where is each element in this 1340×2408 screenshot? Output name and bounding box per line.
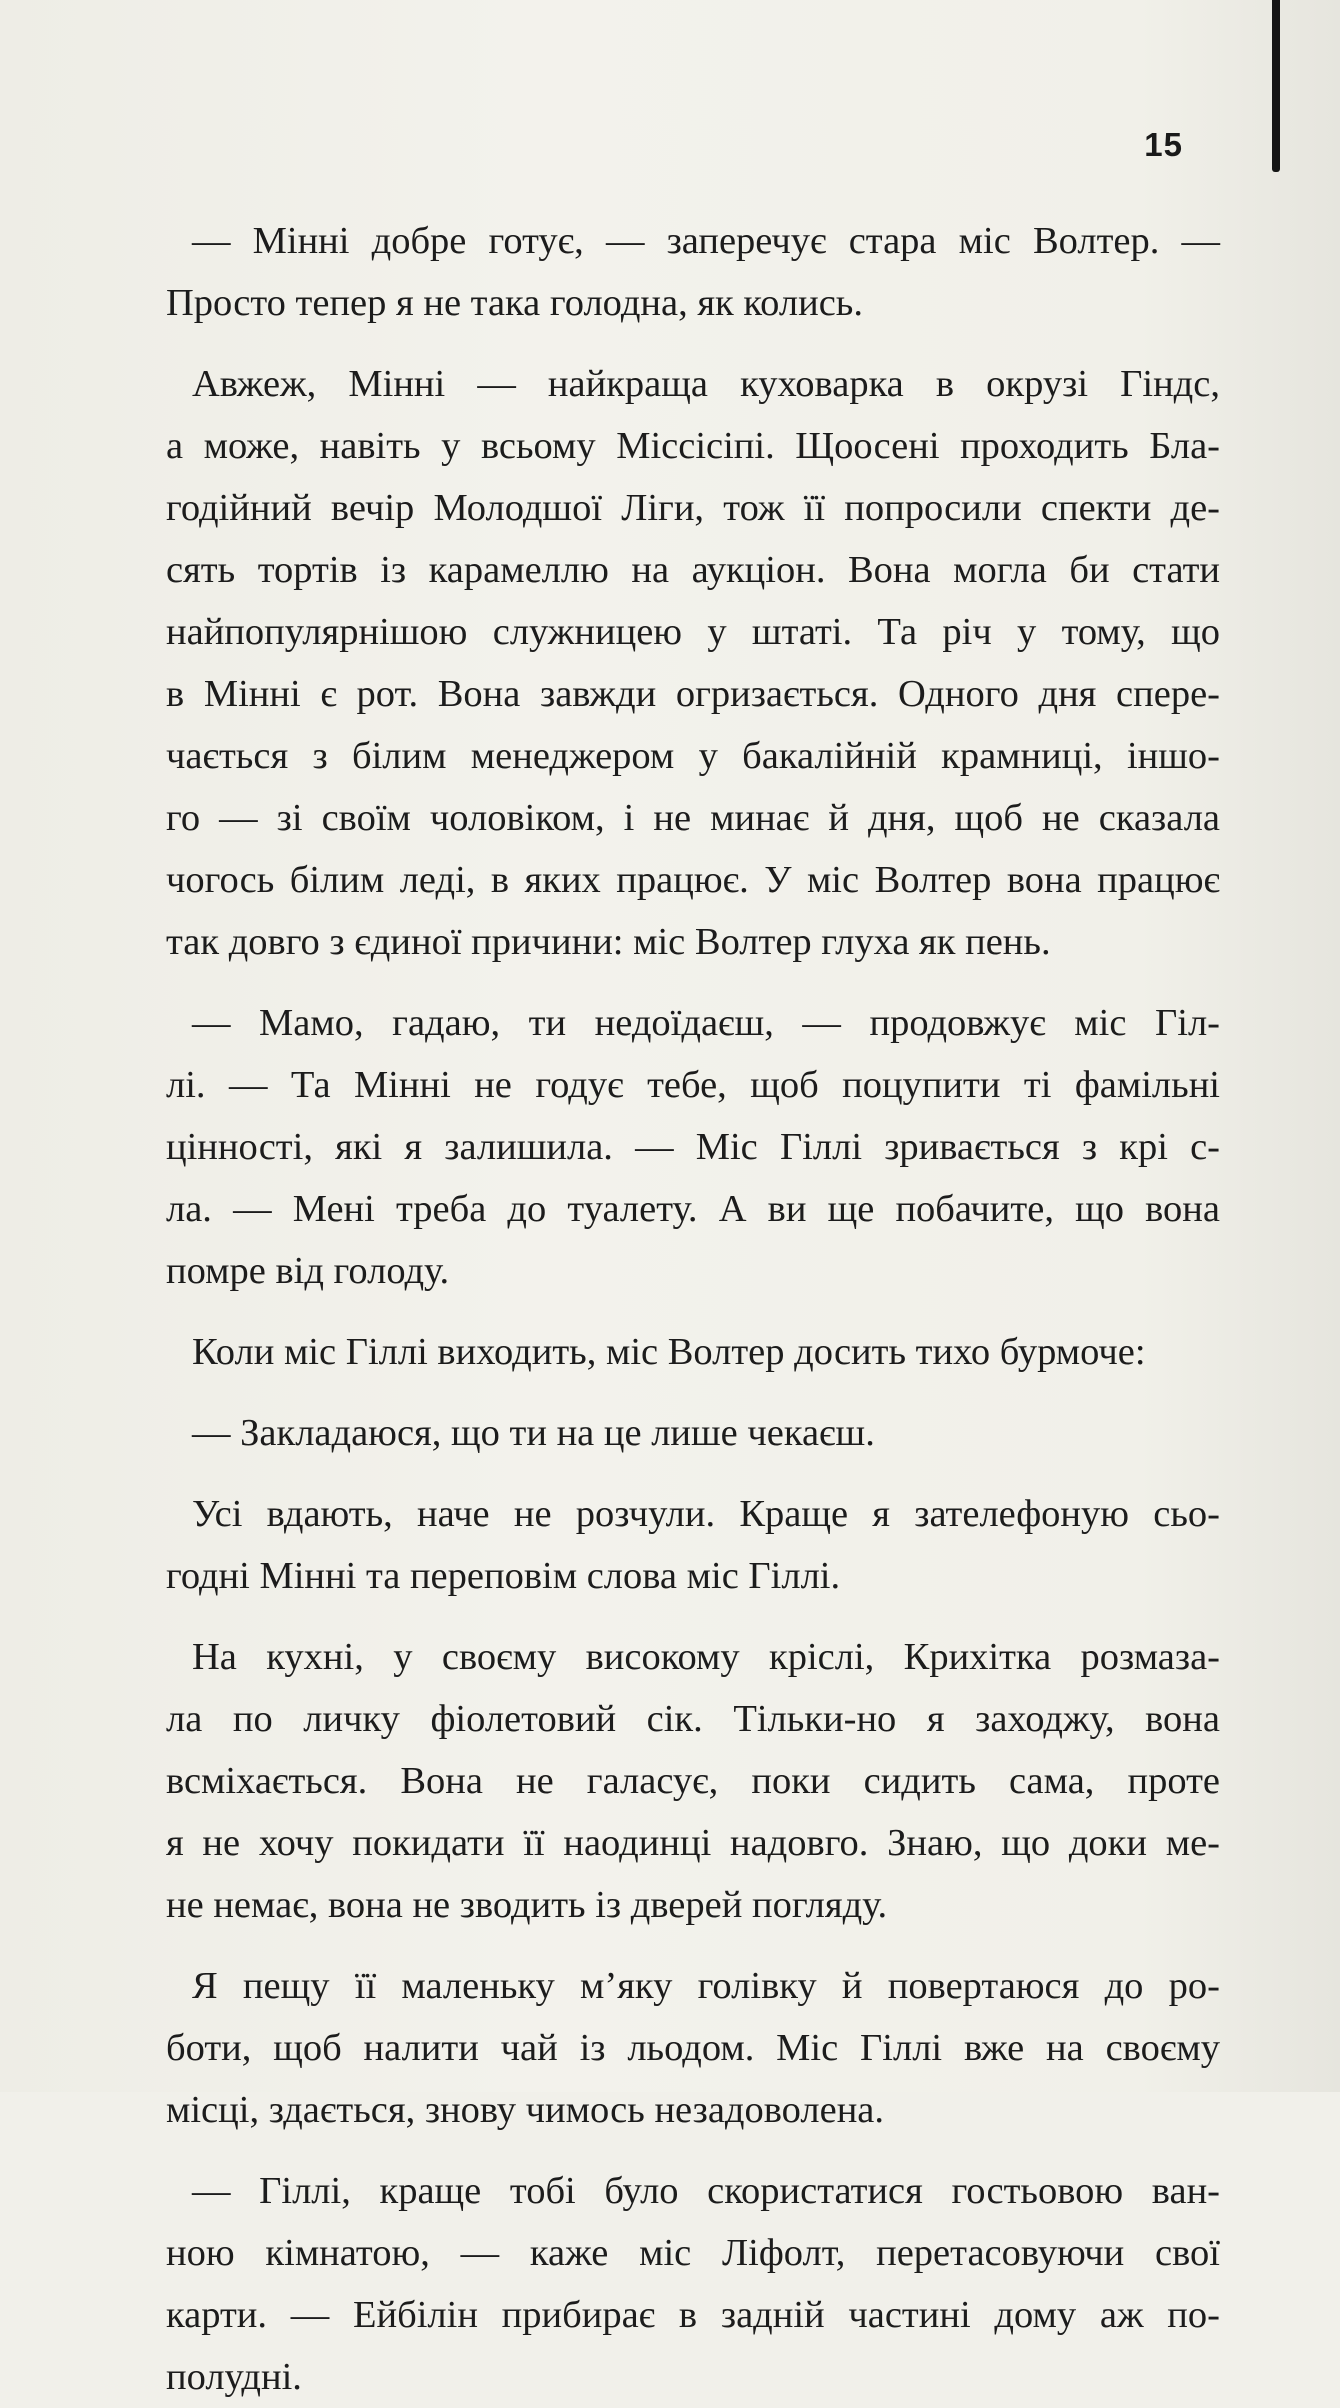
text-line: ною кімнатою, — каже міс Ліфолт, перетасовуючи свої <box>166 2232 1220 2274</box>
text-line: Я пещу її маленьку м’яку голівку й повертаюся до ро- <box>192 1965 1220 2007</box>
text-line: а може, навіть у всьому Міссісіпі. Щоосені проходить Бла- <box>166 425 1220 467</box>
text-line: — Мамо, гадаю, ти недоїдаєш, — продовжує міс Гіл- <box>192 1002 1220 1044</box>
paragraph <box>166 1626 1220 1936</box>
text-line: Просто тепер я не така голодна, як колись. <box>166 282 863 324</box>
text-line: го — зі своїм чоловіком, і не минає й дня, щоб не сказала <box>166 797 1220 839</box>
text-line: годні Мінні та переповім слова міс Гіллі. <box>166 1555 841 1597</box>
text-line: — Гіллі, краще тобі було скористатися гостьовою ван- <box>192 2170 1220 2212</box>
body-text <box>166 210 1220 2408</box>
text-line: місці, здається, знову чимось незадоволена. <box>166 2089 885 2131</box>
text-line: ла по личку фіолетовий сік. Тільки-но я заходжу, вона <box>166 1698 1220 1740</box>
page-edge-shadow <box>1272 0 1280 172</box>
text-line: я не хочу покидати її наодинці надовго. Знаю, що доки ме- <box>166 1822 1220 1864</box>
text-line: чогось білим леді, в яких працює. У міс Волтер вона працює <box>166 859 1220 901</box>
text-line: помре від голоду. <box>166 1250 450 1292</box>
paragraph <box>166 353 1220 973</box>
text-line: так довго з єдиної причини: міс Волтер глуха як пень. <box>166 921 1051 963</box>
paragraph <box>166 1321 1220 1383</box>
text-line: карти. — Ейбілін прибирає в задній частині дому аж по- <box>166 2294 1220 2336</box>
text-line: боти, щоб налити чай із льодом. Міс Гіллі вже на своєму <box>166 2027 1220 2069</box>
text-line: сять тортів із карамеллю на аукціон. Вона могла би стати <box>166 549 1220 591</box>
text-line: найпопулярнішою служницею у штаті. Та річ у тому, що <box>166 611 1220 653</box>
text-line: Усі вдають, наче не розчули. Краще я зателефоную сьо- <box>192 1493 1220 1535</box>
text-line: ла. — Мені треба до туалету. А ви ще побачите, що вона <box>166 1188 1220 1230</box>
paragraph <box>166 2160 1220 2408</box>
text-line: На кухні, у своєму високому кріслі, Крихітка розмаза- <box>192 1636 1220 1678</box>
text-line: в Мінні є рот. Вона завжди огризається. Одного дня спере- <box>166 673 1220 715</box>
paragraph <box>166 1955 1220 2141</box>
text-line: не немає, вона не зводить із дверей погляду. <box>166 1884 888 1926</box>
text-line: Авжеж, Мінні — найкраща куховарка в окрузі Гіндс, <box>192 363 1220 405</box>
page-number: 15 <box>1144 126 1183 163</box>
text-line: цінності, які я залишила. — Міс Гіллі зривається з крі с- <box>166 1126 1220 1168</box>
text-line: чається з білим менеджером у бакалійній крамниці, іншо- <box>166 735 1220 777</box>
paragraph <box>166 1483 1220 1607</box>
text-line: — Закладаюся, що ти на це лише чекаєш. <box>192 1412 875 1454</box>
paragraph <box>166 210 1220 334</box>
text-line: всміхається. Вона не галасує, поки сидить сама, проте <box>166 1760 1220 1802</box>
text-line: полудні. <box>166 2356 302 2398</box>
paragraph <box>166 1402 1220 1464</box>
text-line: Коли міс Гіллі виходить, міс Волтер досить тихо бурмоче: <box>192 1331 1146 1373</box>
text-line: годійний вечір Молодшої Ліги, тож її попросили спекти де- <box>166 487 1220 529</box>
text-line: — Мінні добре готує, — заперечує стара міс Волтер. — <box>192 220 1220 262</box>
paragraph <box>166 992 1220 1302</box>
text-line: лі. — Та Мінні не годує тебе, щоб поцупити ті фамільні <box>166 1064 1220 1106</box>
